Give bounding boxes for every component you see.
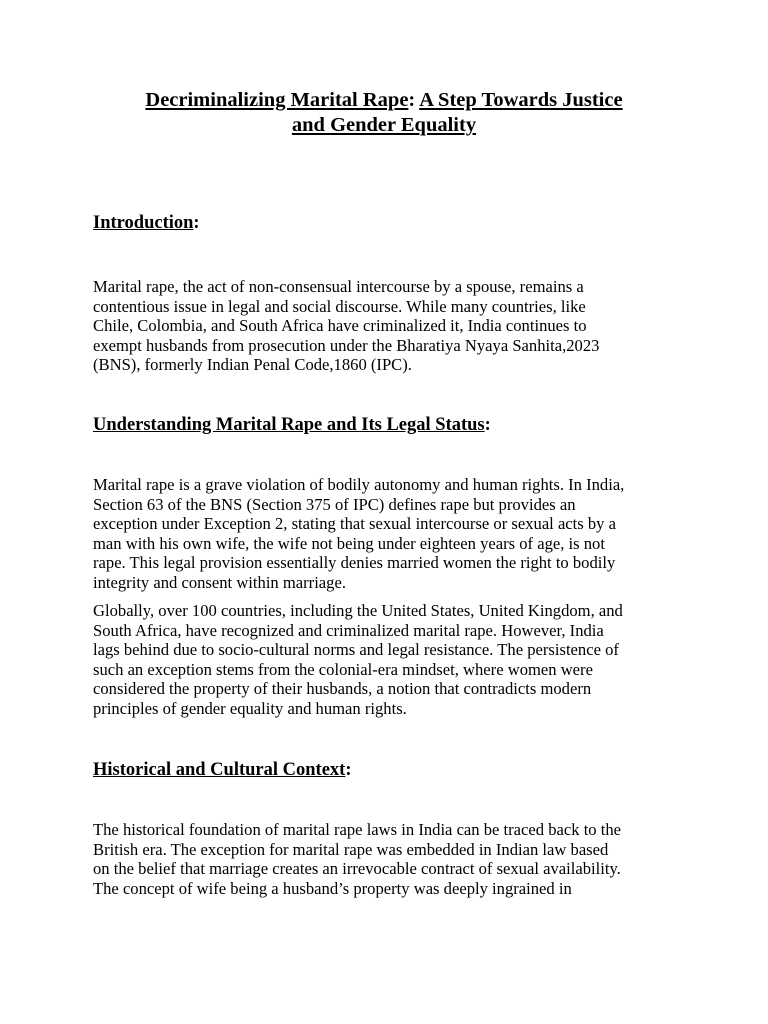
text-line: The historical foundation of marital rape laws in India can be traced back to the [93, 820, 622, 839]
section-heading-introduction [93, 212, 200, 234]
paragraph-introduction [93, 277, 683, 375]
text-line: British era. The exception for marital rape was embedded in Indian law based [93, 839, 609, 859]
heading-colon: : [345, 760, 352, 780]
text-line: on the belief that marriage creates an irrevocable contract of sexual availability. [93, 859, 621, 879]
text-line: South Africa, have recognized and criminalized marital rape. However, India [93, 620, 604, 640]
text-line: principles of gender equality and human rights. [93, 698, 407, 718]
title-part-1: Decriminalizing Marital Rape [145, 89, 409, 111]
text-line: contentious issue in legal and social discourse. While many countries, like [93, 296, 586, 316]
text-line: man with his own wife, the wife not being under eighteen years of age, is not [93, 533, 605, 553]
section-heading-historical-context [93, 759, 352, 781]
document-title [93, 88, 675, 138]
text-line: rape. This legal provision essentially denies married women the right to bodily [93, 553, 616, 573]
heading-colon: : [193, 213, 200, 233]
text-line: Chile, Colombia, and South Africa have criminalized it, India continues to [93, 316, 587, 336]
section-heading-legal-status [93, 414, 491, 436]
text-line: lags behind due to socio-cultural norms and legal resistance. The persistence of [93, 640, 619, 660]
heading-text: Introduction [93, 213, 194, 233]
paragraph-legal-status-2 [93, 601, 683, 719]
paragraph-legal-status-1 [93, 475, 683, 593]
text-line: exempt husbands from prosecution under the Bharatiya Nyaya Sanhita,2023 [93, 335, 600, 355]
text-line: (BNS), formerly Indian Penal Code,1860 (IPC). [93, 355, 412, 375]
heading-text: Historical and Cultural Context [93, 760, 346, 780]
title-colon: : [408, 89, 416, 111]
text-line: Marital rape, the act of non-consensual intercourse by a spouse, remains a [93, 277, 584, 296]
text-line: such an exception stems from the colonial-era mindset, where women were [93, 659, 593, 679]
text-line: exception under Exception 2, stating that sexual intercourse or sexual acts by a [93, 514, 616, 534]
text-line: Section 63 of the BNS (Section 375 of IPC) defines rape but provides an [93, 494, 576, 514]
heading-text: Understanding Marital Rape and Its Legal Status [93, 415, 485, 435]
text-line: Globally, over 100 countries, including the United States, United Kingdom, and [93, 601, 623, 620]
text-line: integrity and consent within marriage. [93, 572, 346, 592]
text-line: The concept of wife being a husband’s property was deeply ingrained in [93, 878, 572, 898]
text-line: Marital rape is a grave violation of bodily autonomy and human rights. In India, [93, 475, 625, 494]
text-line: considered the property of their husbands, a notion that contradicts modern [93, 679, 592, 699]
heading-colon: : [484, 415, 491, 435]
paragraph-historical-context [93, 820, 683, 898]
title-part-2-line-1: A Step Towards Justice [419, 89, 623, 111]
title-part-2-line-2: and Gender Equality [291, 114, 477, 136]
